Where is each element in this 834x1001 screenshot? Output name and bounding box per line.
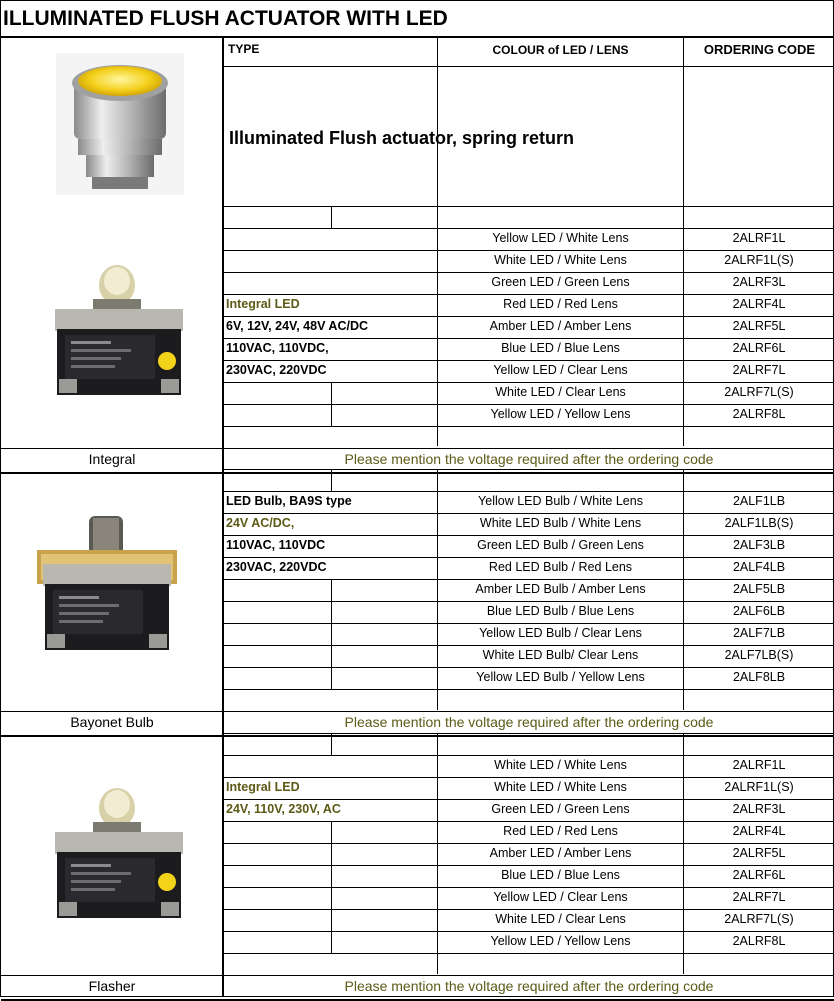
divider [223, 953, 834, 954]
divider [223, 469, 834, 470]
divider [331, 601, 332, 623]
divider [331, 887, 332, 909]
divider [437, 37, 438, 446]
ordering-code-cell: 2ALRF8L [732, 407, 786, 421]
divider [223, 426, 834, 427]
integral-led-block-photo [49, 251, 189, 401]
type-description: 6V, 12V, 24V, 48V AC/DC [226, 319, 368, 333]
divider [331, 206, 332, 228]
type-description: LED Bulb, BA9S type [226, 494, 352, 508]
ordering-code-cell: 2ALRF5L [732, 846, 786, 860]
type-description: 110VAC, 110VDC, [226, 341, 329, 355]
divider [331, 865, 332, 887]
divider [331, 843, 332, 865]
led-colour-cell: Red LED / Red Lens [503, 297, 618, 311]
led-colour-cell: Blue LED / Blue Lens [501, 868, 620, 882]
type-description: 230VAC, 220VDC [226, 363, 327, 377]
ordering-code-cell: 2ALF3LB [732, 538, 786, 552]
header-ordering-code: ORDERING CODE [703, 42, 816, 57]
voltage-note: Please mention the voltage required after the ordering code [344, 978, 714, 994]
led-colour-cell: Green LED Bulb / Green Lens [477, 538, 644, 552]
ordering-code-cell: 2ALRF7L [732, 890, 786, 904]
page-title: ILLUMINATED FLUSH ACTUATOR WITH LED [3, 7, 448, 30]
type-description: 230VAC, 220VDC [226, 560, 327, 574]
led-colour-cell: White LED / White Lens [494, 758, 627, 772]
ordering-code-cell: 2ALF1LB(S) [724, 516, 794, 530]
led-colour-cell: White LED / White Lens [494, 780, 627, 794]
led-colour-cell: White LED / Clear Lens [495, 912, 626, 926]
divider [1, 735, 834, 737]
ordering-code-cell: 2ALRF6L [732, 341, 786, 355]
ordering-code-cell: 2ALF4LB [732, 560, 786, 574]
led-colour-cell: Yellow LED / Yellow Lens [490, 934, 631, 948]
divider [223, 66, 834, 67]
ordering-code-cell: 2ALRF1L [732, 231, 786, 245]
divider [1, 448, 834, 449]
header-type: TYPE [228, 42, 260, 56]
divider [223, 689, 834, 690]
ordering-code-cell: 2ALRF7L(S) [724, 912, 794, 926]
led-colour-cell: Green LED / Green Lens [491, 275, 630, 289]
divider [331, 909, 332, 931]
led-colour-cell: Blue LED / Blue Lens [501, 341, 620, 355]
section-label: Integral [88, 451, 136, 467]
divider [223, 206, 834, 207]
ordering-code-cell: 2ALF6LB [732, 604, 786, 618]
ordering-code-cell: 2ALRF4L [732, 297, 786, 311]
intro-description: Illuminated Flush actuator, spring return [229, 128, 575, 148]
ordering-code-cell: 2ALF1LB [732, 494, 786, 508]
led-colour-cell: White LED Bulb/ Clear Lens [482, 648, 639, 662]
led-colour-cell: Amber LED / Amber Lens [489, 846, 632, 860]
led-colour-cell: Yellow LED / White Lens [492, 231, 629, 245]
divider [437, 469, 438, 710]
led-colour-cell: White LED / Clear Lens [495, 385, 626, 399]
type-description: 24V, 110V, 230V, AC [226, 802, 341, 816]
type-description: Integral LED [226, 297, 300, 311]
divider [223, 733, 834, 734]
led-colour-cell: White LED / White Lens [494, 253, 627, 267]
divider [331, 667, 332, 689]
led-colour-cell: Blue LED Bulb / Blue Lens [486, 604, 635, 618]
ordering-code-cell: 2ALRF4L [732, 824, 786, 838]
ordering-code-cell: 2ALF8LB [732, 670, 786, 684]
led-colour-cell: Yellow LED Bulb / Yellow Lens [476, 670, 645, 684]
led-colour-cell: Amber LED Bulb / Amber Lens [475, 582, 646, 596]
flasher-led-block-photo [49, 774, 189, 924]
ordering-code-cell: 2ALRF7L [732, 363, 786, 377]
ordering-code-cell: 2ALRF6L [732, 868, 786, 882]
ordering-code-cell: 2ALF7LB [732, 626, 786, 640]
divider [331, 623, 332, 645]
divider [331, 579, 332, 601]
divider [331, 645, 332, 667]
led-colour-cell: Red LED Bulb / Red Lens [488, 560, 633, 574]
divider [683, 469, 684, 710]
header-colour: COLOUR of LED / LENS [492, 43, 629, 57]
ordering-code-cell: 2ALF5LB [732, 582, 786, 596]
divider [331, 931, 332, 953]
ordering-code-cell: 2ALF7LB(S) [724, 648, 794, 662]
divider [222, 37, 224, 997]
type-description: 110VAC, 110VDC [226, 538, 326, 552]
type-description [225, 755, 437, 777]
divider [1, 975, 834, 976]
ordering-code-cell: 2ALRF1L [732, 758, 786, 772]
ordering-code-cell: 2ALRF1L(S) [724, 253, 794, 267]
divider [683, 733, 684, 974]
voltage-note: Please mention the voltage required after the ordering code [344, 451, 714, 467]
divider [331, 382, 332, 404]
bayonet-bulb-block-photo [37, 506, 177, 656]
ordering-code-cell: 2ALRF8L [732, 934, 786, 948]
divider [437, 733, 438, 974]
led-colour-cell: Yellow LED / Clear Lens [493, 363, 628, 377]
yellow-flush-actuator-photo [56, 53, 184, 195]
divider [1, 472, 834, 474]
ordering-code-cell: 2ALRF3L [732, 802, 786, 816]
led-colour-cell: Red LED / Red Lens [503, 824, 618, 838]
ordering-code-cell: 2ALRF7L(S) [724, 385, 794, 399]
ordering-code-cell: 2ALRF3L [732, 275, 786, 289]
type-description: Integral LED [226, 780, 300, 794]
voltage-note: Please mention the voltage required after the ordering code [344, 714, 714, 730]
divider [1, 711, 834, 712]
divider [331, 469, 332, 491]
led-colour-cell: Yellow LED / Yellow Lens [490, 407, 631, 421]
type-description: 24V AC/DC, [226, 516, 295, 530]
led-colour-cell: Green LED / Green Lens [491, 802, 630, 816]
led-colour-cell: Amber LED / Amber Lens [489, 319, 632, 333]
ordering-code-cell: 2ALRF5L [732, 319, 786, 333]
led-colour-cell: Yellow LED Bulb / White Lens [478, 494, 643, 508]
divider [683, 37, 684, 446]
divider [331, 733, 332, 755]
led-colour-cell: Yellow LED / Clear Lens [493, 890, 628, 904]
section-label: Flasher [88, 978, 136, 994]
section-label: Bayonet Bulb [70, 714, 154, 730]
led-colour-cell: White LED Bulb / White Lens [479, 516, 642, 530]
divider [331, 821, 332, 843]
divider [331, 404, 332, 426]
led-colour-cell: Yellow LED Bulb / Clear Lens [479, 626, 642, 640]
ordering-code-cell: 2ALRF1L(S) [724, 780, 794, 794]
